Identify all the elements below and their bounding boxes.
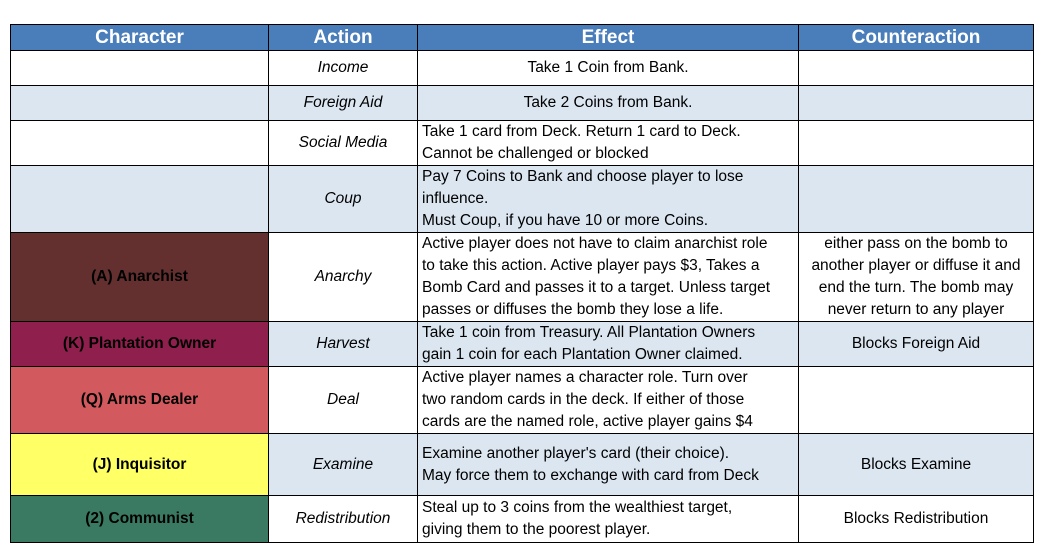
effect-line: May force them to exchange with card from Deck bbox=[422, 466, 759, 484]
effect-line: Cannot be challenged or blocked bbox=[422, 145, 649, 162]
header-counteraction: Counteraction bbox=[799, 25, 1034, 51]
header-effect: Effect bbox=[418, 25, 799, 51]
effect-line: Take 1 coin from Treasury. All Plantation Owners bbox=[422, 324, 756, 341]
counteraction-line: never return to any player bbox=[827, 301, 1005, 318]
effect-line: Must Coup, if you have 10 or more Coins. bbox=[422, 212, 709, 229]
table-row bbox=[11, 434, 1034, 496]
counteraction-cell bbox=[799, 434, 1034, 496]
effect-line: Steal up to 3 coins from the wealthiest target, bbox=[422, 499, 733, 516]
counteraction-cell bbox=[799, 51, 1034, 86]
rules-table bbox=[10, 24, 1034, 543]
character-cell-plantation-owner: (K) Plantation Owner bbox=[11, 322, 269, 367]
counteraction-cell bbox=[799, 367, 1034, 434]
counteraction-cell bbox=[799, 322, 1034, 367]
table-row bbox=[11, 86, 1034, 121]
effect-cell bbox=[418, 166, 799, 233]
counteraction-cell bbox=[799, 86, 1034, 121]
counteraction-line: Blocks Foreign Aid bbox=[851, 335, 981, 352]
action-cell: Foreign Aid bbox=[269, 86, 418, 121]
effect-line: two random cards in the deck. If either of those bbox=[422, 391, 745, 408]
table-row bbox=[11, 496, 1034, 543]
character-cell bbox=[11, 51, 269, 86]
table-row bbox=[11, 51, 1034, 86]
counteraction-line: end the turn. The bomb may bbox=[818, 279, 1014, 296]
effect-line: Active player does not have to claim anarchist role bbox=[422, 235, 768, 252]
effect-cell bbox=[418, 51, 799, 86]
effect-line: Bomb Card and passes it to a target. Unless target bbox=[422, 279, 771, 296]
effect-cell bbox=[418, 86, 799, 121]
effect-line: cards are the named role, active player gains $4 bbox=[422, 413, 753, 430]
action-cell: Harvest bbox=[269, 322, 418, 367]
table-row bbox=[11, 166, 1034, 233]
character-cell-anarchist: (A) Anarchist bbox=[11, 233, 269, 322]
action-cell: Redistribution bbox=[269, 496, 418, 543]
counteraction-cell bbox=[799, 121, 1034, 166]
counteraction-line: Blocks Examine bbox=[860, 455, 972, 473]
effect-line: Active player names a character role. Turn over bbox=[422, 369, 748, 386]
action-cell: Income bbox=[269, 51, 418, 86]
effect-cell bbox=[418, 322, 799, 367]
character-cell-inquisitor: (J) Inquisitor bbox=[11, 434, 269, 496]
effect-line: gain 1 coin for each Plantation Owner claimed. bbox=[422, 346, 743, 363]
effect-line: Examine another player's card (their choice). bbox=[422, 444, 730, 462]
effect-line: Take 2 Coins from Bank. bbox=[523, 94, 693, 111]
counteraction-line: Blocks Redistribution bbox=[843, 510, 989, 527]
table-row bbox=[11, 367, 1034, 434]
effect-cell bbox=[418, 434, 799, 496]
table-row bbox=[11, 322, 1034, 367]
character-cell-communist: (2) Communist bbox=[11, 496, 269, 543]
effect-line: Pay 7 Coins to Bank and choose player to lose bbox=[422, 168, 744, 185]
effect-line: Take 1 Coin from Bank. bbox=[527, 59, 689, 76]
effect-line: influence. bbox=[422, 190, 489, 207]
effect-line: passes or diffuses the bomb they lose a life. bbox=[422, 301, 724, 318]
effect-cell bbox=[418, 121, 799, 166]
counteraction-cell bbox=[799, 233, 1034, 322]
effect-line: giving them to the poorest player. bbox=[422, 521, 651, 538]
action-cell: Examine bbox=[269, 434, 418, 496]
effect-cell bbox=[418, 496, 799, 543]
character-cell bbox=[11, 166, 269, 233]
counteraction-cell bbox=[799, 166, 1034, 233]
character-cell-arms-dealer: (Q) Arms Dealer bbox=[11, 367, 269, 434]
header-row bbox=[11, 25, 1034, 51]
effect-cell bbox=[418, 367, 799, 434]
table-row bbox=[11, 121, 1034, 166]
counteraction-cell bbox=[799, 496, 1034, 543]
table-row bbox=[11, 233, 1034, 322]
header-action: Action bbox=[269, 25, 418, 51]
action-cell: Social Media bbox=[269, 121, 418, 166]
action-cell: Coup bbox=[269, 166, 418, 233]
effect-line: to take this action. Active player pays $3, Takes a bbox=[422, 257, 760, 274]
character-cell bbox=[11, 121, 269, 166]
character-cell bbox=[11, 86, 269, 121]
effect-cell bbox=[418, 233, 799, 322]
action-cell: Anarchy bbox=[269, 233, 418, 322]
counteraction-line: another player or diffuse it and bbox=[811, 257, 1021, 274]
action-cell: Deal bbox=[269, 367, 418, 434]
header-character: Character bbox=[11, 25, 269, 51]
effect-line: Take 1 card from Deck. Return 1 card to Deck. bbox=[422, 123, 741, 140]
counteraction-line: either pass on the bomb to bbox=[824, 235, 1008, 252]
